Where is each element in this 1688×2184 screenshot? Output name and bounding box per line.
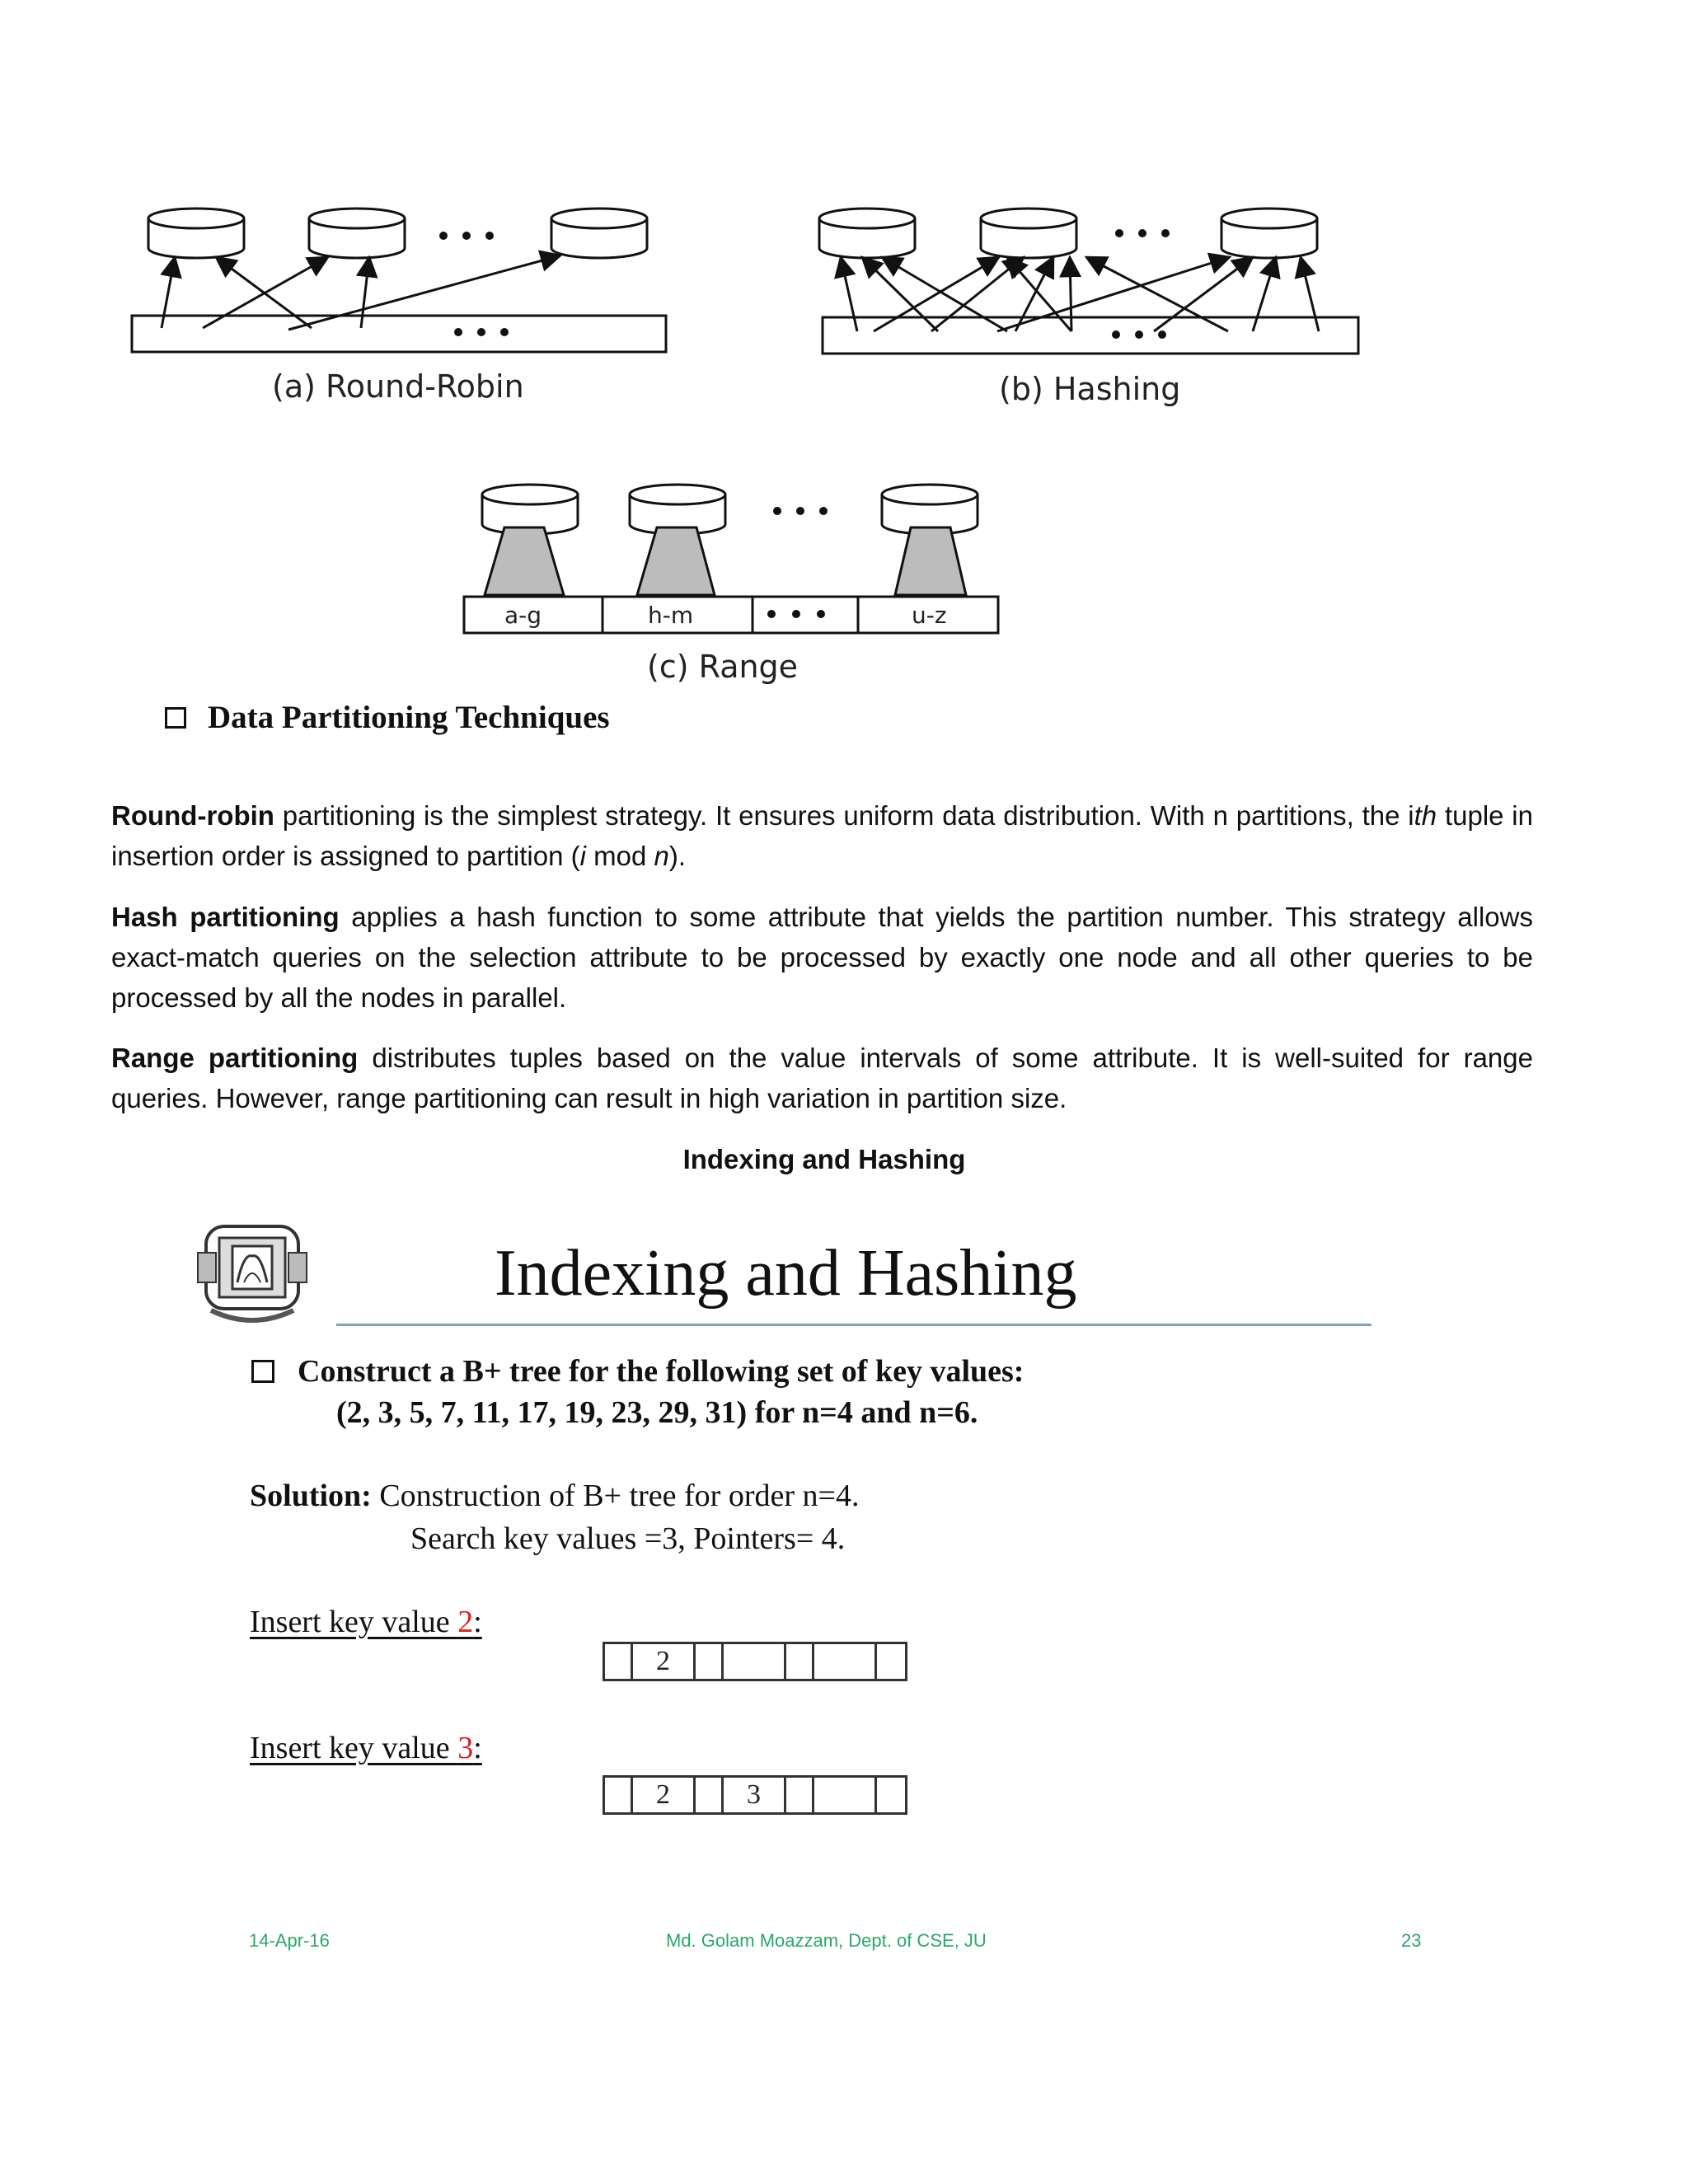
range-caption: (c) Range <box>647 649 799 685</box>
checkbox-bullet-icon <box>251 1360 274 1383</box>
footer-author: Md. Golam Moazzam, Dept. of CSE, JU <box>666 1930 987 1951</box>
pointer-cell <box>786 1644 814 1679</box>
insert-2-value: 3 <box>457 1731 474 1765</box>
key-cell <box>814 1778 877 1812</box>
round-robin-close: ). <box>668 841 687 871</box>
round-robin-paragraph <box>111 795 1533 876</box>
section-heading-text: Data Partitioning Techniques <box>208 700 610 735</box>
hash-paragraph <box>111 897 1533 1018</box>
round-robin-figure <box>132 209 666 405</box>
question-line-2: (2, 3, 5, 7, 11, 17, 19, 23, 29, 31) for n=4 and n=6. <box>336 1395 978 1430</box>
pointer-cell <box>605 1644 633 1679</box>
slide-title-rule <box>336 1324 1372 1326</box>
insert-1-value: 2 <box>457 1605 474 1639</box>
footer-page-number: 23 <box>1401 1930 1422 1951</box>
round-robin-caption: (a) Round-Robin <box>272 368 524 405</box>
pointer-cell <box>696 1778 724 1812</box>
pointer-cell <box>696 1644 724 1679</box>
hash-term: Hash partitioning <box>111 902 340 932</box>
university-seal-logo <box>195 1220 310 1329</box>
key-cell <box>724 1644 786 1679</box>
range-label-h-m: h-m <box>648 602 694 629</box>
hashing-figure <box>819 209 1358 407</box>
pointer-cell <box>786 1778 814 1812</box>
round-robin-n: n <box>654 841 669 871</box>
bplus-node-after-2 <box>603 1642 907 1681</box>
round-robin-mod: mod <box>585 841 654 871</box>
hashing-caption: (b) Hashing <box>999 371 1181 407</box>
solution-line-1 <box>250 1478 859 1514</box>
insert-step-1-label <box>250 1604 482 1640</box>
insert-2-colon: : <box>473 1731 482 1765</box>
range-label-a-g: a-g <box>504 602 542 629</box>
range-figure <box>464 485 998 685</box>
question-text-1: Construct a B+ tree for the following set of key values: <box>298 1354 1025 1389</box>
round-robin-text-2: tuple in insertion order is assigned to partition ( <box>111 800 1533 871</box>
round-robin-th: th <box>1414 800 1437 831</box>
range-text: distributes tuples based on the value intervals of some attribute. It is well-suited for range queries. However, range partitioning can result in high variation in partition size. <box>111 1043 1533 1113</box>
pointer-cell <box>605 1778 633 1812</box>
indexing-subtitle: Indexing and Hashing <box>682 1144 966 1174</box>
insert-step-2-label <box>250 1730 482 1766</box>
hash-text: applies a hash function to some attribute that yields the partition number. This strategy allows exact-match queries on the selection attribute to be processed by exactly one node and all other queries to be processed by all the nodes in parallel. <box>111 902 1533 1013</box>
solution-text: Construction of B+ tree for order n=4. <box>371 1479 860 1513</box>
range-term: Range partitioning <box>111 1043 359 1073</box>
insert-1-colon: : <box>473 1605 482 1639</box>
insert-1-prefix: Insert key value <box>250 1605 458 1639</box>
footer-date: 14-Apr-16 <box>249 1930 330 1951</box>
key-cell: 2 <box>633 1778 696 1812</box>
slide-title: Indexing and Hashing <box>495 1237 1077 1310</box>
pointer-cell <box>877 1778 905 1812</box>
solution-line-2: Search key values =3, Pointers= 4. <box>410 1521 846 1556</box>
range-label-u-z: u-z <box>912 602 947 629</box>
round-robin-text-1: partitioning is the simplest strategy. It ensures uniform data distribution. With n partitions, the i <box>274 800 1414 831</box>
range-paragraph <box>111 1038 1533 1118</box>
key-cell: 2 <box>633 1644 696 1679</box>
round-robin-term: Round-robin <box>111 800 274 831</box>
bplus-node-after-3 <box>603 1775 907 1815</box>
section-heading <box>165 699 610 736</box>
round-robin-i: i <box>579 841 586 871</box>
key-cell: 3 <box>724 1778 786 1812</box>
insert-2-prefix: Insert key value <box>250 1731 458 1765</box>
pointer-cell <box>877 1644 905 1679</box>
solution-label: Solution: <box>250 1479 372 1513</box>
question-line-1 <box>251 1353 1024 1390</box>
key-cell <box>814 1644 877 1679</box>
checkbox-bullet-icon <box>165 707 186 729</box>
